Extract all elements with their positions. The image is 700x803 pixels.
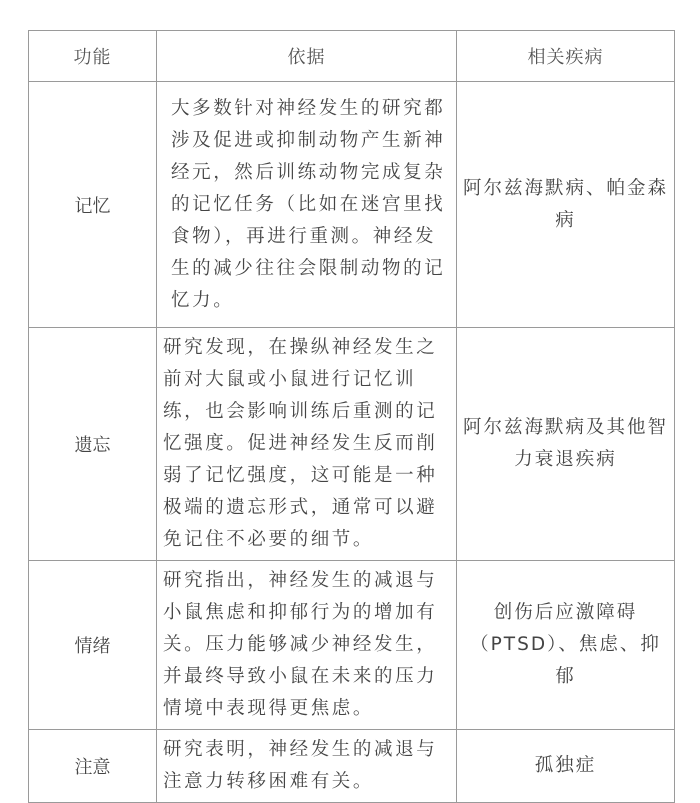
diseases-text: 孤独症 xyxy=(534,755,597,776)
table-row-emotion xyxy=(29,561,675,730)
cell-diseases xyxy=(457,561,675,730)
cell-diseases xyxy=(457,730,675,803)
cell-function: 遗忘 xyxy=(29,328,157,561)
diseases-text: 阿尔兹海默病、帕金森病 xyxy=(463,177,669,231)
cell-diseases xyxy=(457,328,675,561)
basis-text: 大多数针对神经发生的研究都涉及促进或抑制动物产生新神经元，然后训练动物完成复杂的记忆任务（比如在迷宫里找食物），再进行重测。神经发生的减少往往会限制动物的记忆力。 xyxy=(171,97,446,311)
cell-basis xyxy=(157,730,457,803)
basis-text: 研究指出，神经发生的减退与小鼠焦虑和抑郁行为的增加有关。压力能够减少神经发生，并最终导致小鼠在未来的压力情境中表现得更焦虑。 xyxy=(163,570,438,719)
cell-basis xyxy=(157,561,457,730)
table-row-memory xyxy=(29,82,675,328)
neurogenesis-function-table xyxy=(28,30,675,803)
basis-text: 研究发现，在操纵神经发生之前对大鼠或小鼠进行记忆训练，也会影响训练后重测的记忆强度。促进神经发生反而削弱了记忆强度，这可能是一种极端的遗忘形式，通常可以避免记住不必要的细节。 xyxy=(163,337,438,550)
header-diseases: 相关疾病 xyxy=(457,31,675,82)
diseases-text: 创伤后应激障碍（PTSD）、焦虑、抑郁 xyxy=(470,602,661,687)
table-header xyxy=(29,31,675,82)
basis-text: 研究表明，神经发生的减退与注意力转移困难有关。 xyxy=(163,739,438,792)
cell-function: 情绪 xyxy=(29,561,157,730)
header-function: 功能 xyxy=(29,31,157,82)
cell-function: 注意 xyxy=(29,730,157,803)
cell-basis xyxy=(157,82,457,328)
diseases-text: 阿尔兹海默病及其他智力衰退疾病 xyxy=(463,417,669,470)
header-row xyxy=(29,31,675,82)
header-basis: 依据 xyxy=(157,31,457,82)
cell-basis xyxy=(157,328,457,561)
table-row-attention xyxy=(29,730,675,803)
neurogenesis-function-table-container xyxy=(28,30,674,803)
table-row-forgetting xyxy=(29,328,675,561)
cell-diseases xyxy=(457,82,675,328)
table-body xyxy=(29,82,675,803)
cell-function: 记忆 xyxy=(29,82,157,328)
